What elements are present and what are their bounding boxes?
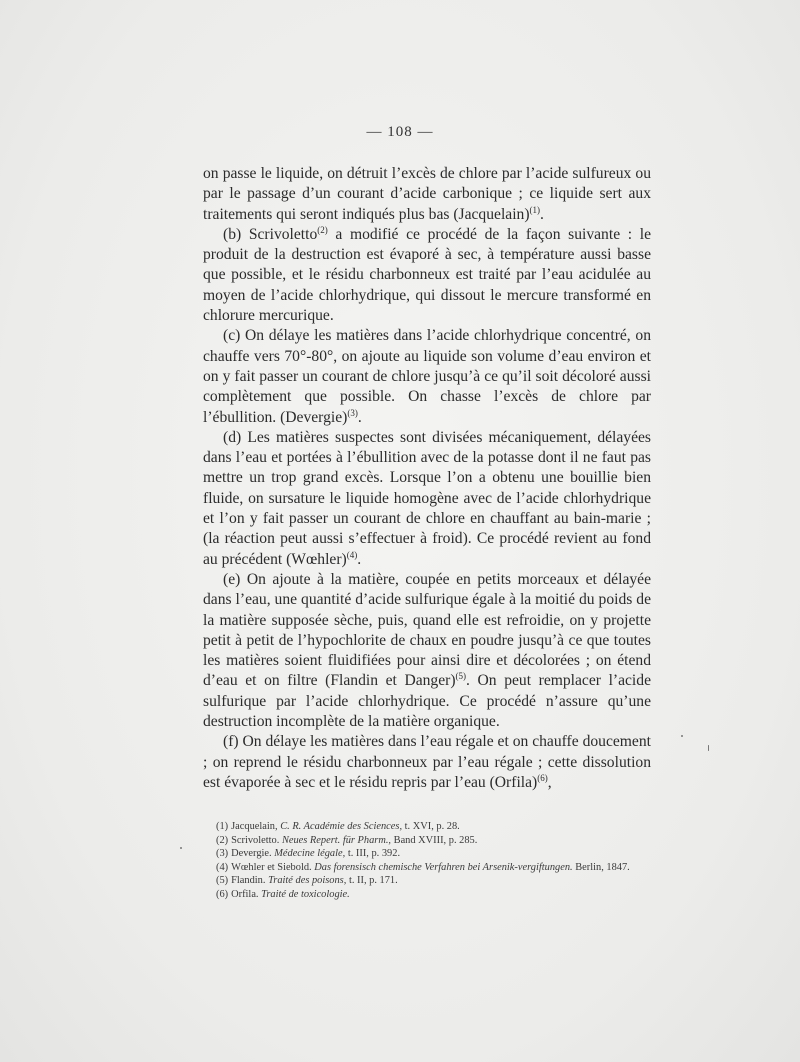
footnote-ref: (3) xyxy=(347,407,358,418)
footnote: (3) Devergie. Médecine légale, t. III, p. 392. xyxy=(216,848,401,860)
paper-speck xyxy=(180,847,182,849)
paragraph-c: (c) On délaye les matières dans l’acide chlorhydrique concentré, on chauffe vers 70°-80°, on ajoute au liquide son volume d’eau environ et on y fait passer un courant de chlore jusqu’à ce qu’il soit décoloré aussi complètement que possible. On chasse l’excès de chlore par l’ébullition. (Devergie)$^{(3)}$. xyxy=(203,327,651,426)
page-number: — 108 — xyxy=(366,124,434,140)
footnote-ref: (6) xyxy=(537,772,548,783)
footnote: (6) Orfila. Traité de toxicologie. xyxy=(216,888,350,900)
footnote-ref: (1) xyxy=(529,204,541,215)
footnote: (1) Jacquelain, C. R. Académie des Sciences, t. XVI, p. 28. xyxy=(216,821,460,832)
footnote-ref: (5) xyxy=(455,671,467,682)
footnote: (5) Flandin. Traité des poisons, t. II, p. 171. xyxy=(216,875,398,887)
paper-speck xyxy=(708,745,709,751)
paragraph-d: (d) Les matières suspectes sont divisées mécaniquement, délayées dans l’eau et portées à l’ébullition avec de la potasse dont il ne faut pas mettre un trop grand excès. Lorsque l’on a obtenu une bouillie bien fluide, on sursature le liquide homogène avec de l’acide chlorhydrique et l’on y fait passer un courant de chlore en chauffant au bain-marie ; (la réaction peut aussi s’effectuer à froid). Ce procédé revient au fond au précédent (Wœhler)$^{(4)}$. xyxy=(203,428,651,568)
footnote: (2) Scrivoletto. Neues Repert. für Pharm., Band XVIII, p. 285. xyxy=(216,834,478,846)
paragraph-f: (f) On délaye les matières dans l’eau régale et on chauffe doucement ; on reprend le résidu charbonneux par l’eau régale ; cette dissolution est évaporée à sec et le résidu repris par l’eau (Orfila)$^{(6)}$, xyxy=(203,733,651,791)
footnote-ref: (4) xyxy=(346,549,358,560)
footnote-ref: (2) xyxy=(317,224,328,235)
paragraph-e: (e) On ajoute à la matière, coupée en petits morceaux et délayée dans l’eau, une quantité d’acide sulfurique égale à la moitié du poids de la matière supposée sèche, puis, quand elle est refroidie, on y projette petit à petit de l’hypochlorite de chaux en poudre jusqu’à ce que toutes les matières soient fluidifiées pour ainsi dire et décolorées ; on étend d’eau et on filtre (Flandin et Danger)$^{(5)}$. On peut remplacer l’acide sulfurique par l’acide chlorhydrique. Ce procédé n’assure qu’une destruction incomplète de la matière organique. xyxy=(203,570,651,731)
paragraph-b: (b) Scrivoletto$^{(2)}$ a modifié ce procédé de la façon suivante : le produit de la destruction est évaporé à sec, à température aussi basse que possible, et le résidu charbonneux est traité par l’eau acidulée au moyen de l’acide chlorhydrique, qui dissout le mercure transformé en chlorure mercurique. xyxy=(203,224,651,325)
paragraph-continued: on passe le liquide, on détruit l’excès de chlore par l’acide sulfureux ou par le passage d’un courant d’acide carbonique ; ce liquide sert aux traitements qui seront indiqués plus bas (Jacquelain)$^{(1)}$. xyxy=(203,165,651,223)
footnotes xyxy=(203,820,651,902)
paper-speck xyxy=(681,735,683,737)
footnote: (4) Wœhler et Siebold. Das forensisch chemische Verfahren bei Arsenik-vergiftungen. Berlin, 1847. xyxy=(216,861,630,873)
body-text xyxy=(203,164,651,793)
